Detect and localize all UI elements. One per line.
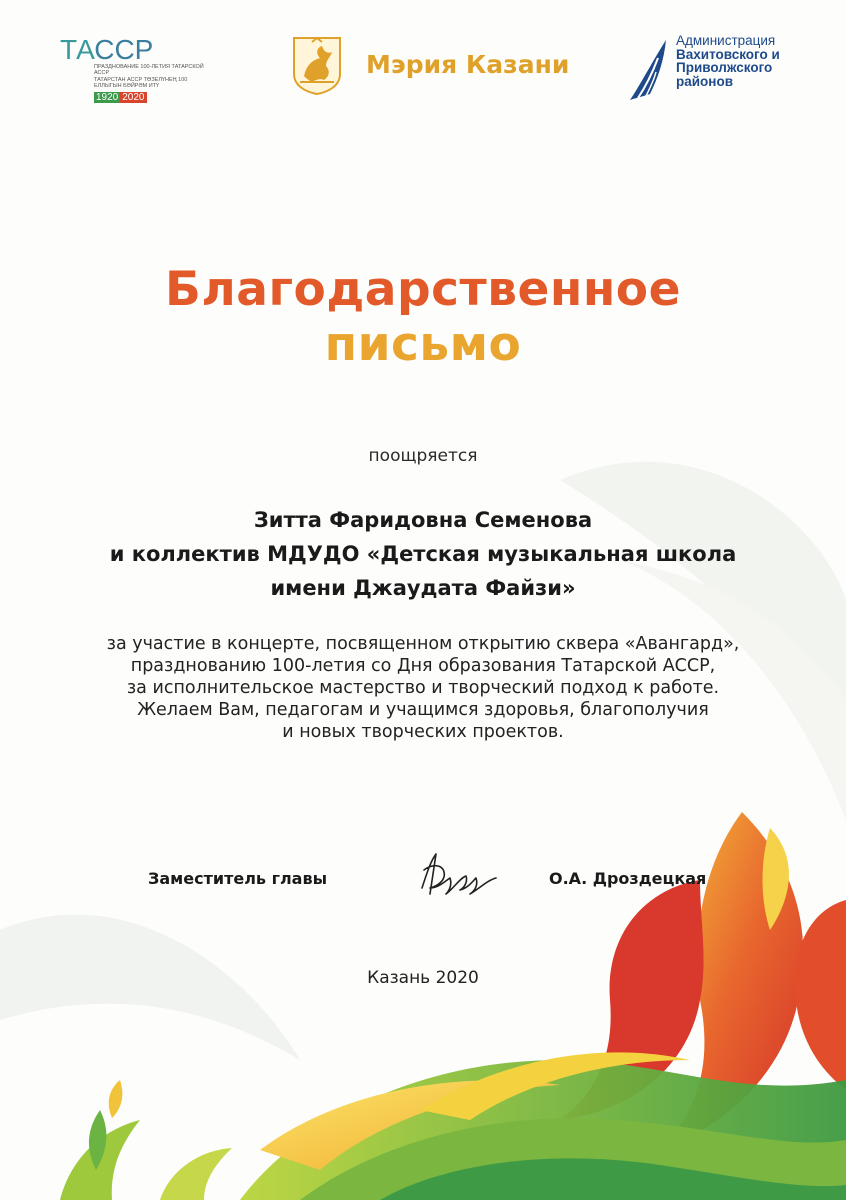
- tassr-year-end: 2020: [122, 92, 145, 103]
- body-line5: и новых творческих проектов.: [282, 722, 564, 742]
- handwritten-signature: [412, 848, 504, 900]
- recipient-line3: имени Джаудата Файзи»: [270, 576, 576, 600]
- letter-body: [0, 633, 846, 743]
- signatory-role: Заместитель главы: [148, 869, 328, 888]
- place-and-year: Казань 2020: [367, 968, 479, 988]
- encourage-text: поощряется: [368, 446, 478, 466]
- admin-text-line3: Приволжского: [676, 60, 773, 75]
- admin-text-line4: районов: [676, 73, 733, 89]
- kazan-mayoralty-logo: [290, 36, 570, 98]
- administration-spire-icon: [624, 38, 674, 102]
- district-administration-text: [676, 34, 780, 88]
- recipient-line2: и коллектив МДУДО «Детская музыкальная школа: [109, 542, 737, 566]
- signatory-name: О.А. Дроздецкая: [549, 869, 707, 888]
- tassr-centennial-logo: [60, 34, 210, 114]
- body-line2: празднованию 100-летия со Дня образования Татарской АССР,: [130, 656, 716, 676]
- body-line1: за участие в концерте, посвященном открытию сквера «Авангард»,: [106, 634, 740, 654]
- admin-text-line2: Вахитовского и: [676, 46, 780, 62]
- tassr-logo-part-ta: ТА: [60, 34, 95, 65]
- body-line4: Желаем Вам, педагогам и учащимся здоровья, благополучия: [137, 700, 709, 720]
- document-title: [0, 262, 846, 372]
- tassr-logo-tagline-tt: ТАТАРСТАН АССР ТӨЗЕЛҮНЕҢ 100 ЕЛЛЫГЫН БӘЙРӘМ ИТҮ: [94, 77, 188, 89]
- title-line2: письмо: [324, 317, 522, 372]
- tassr-logo-wordmark: [60, 34, 153, 66]
- tassr-year-start: 1920: [96, 92, 119, 103]
- district-administration-logo: [624, 34, 804, 104]
- tassr-logo-part-ssr: ССР: [94, 34, 154, 65]
- kazan-mayoralty-logo-text: Мэрия Казани: [366, 50, 570, 79]
- admin-text-line1: Администрация: [676, 33, 776, 48]
- title-line1: Благодарственное: [165, 262, 681, 317]
- body-line3: за исполнительское мастерство и творческий подход к работе.: [126, 678, 720, 698]
- recipient-block: [0, 503, 846, 605]
- tassr-logo-years: [94, 92, 147, 103]
- kazan-coat-of-arms-icon: [290, 36, 344, 96]
- recipient-line1: Зитта Фаридовна Семенова: [253, 508, 593, 532]
- tassr-logo-tagline-ru: ПРАЗДНОВАНИЕ 100-ЛЕТИЯ ТАТАРСКОЙ АССР: [94, 64, 204, 76]
